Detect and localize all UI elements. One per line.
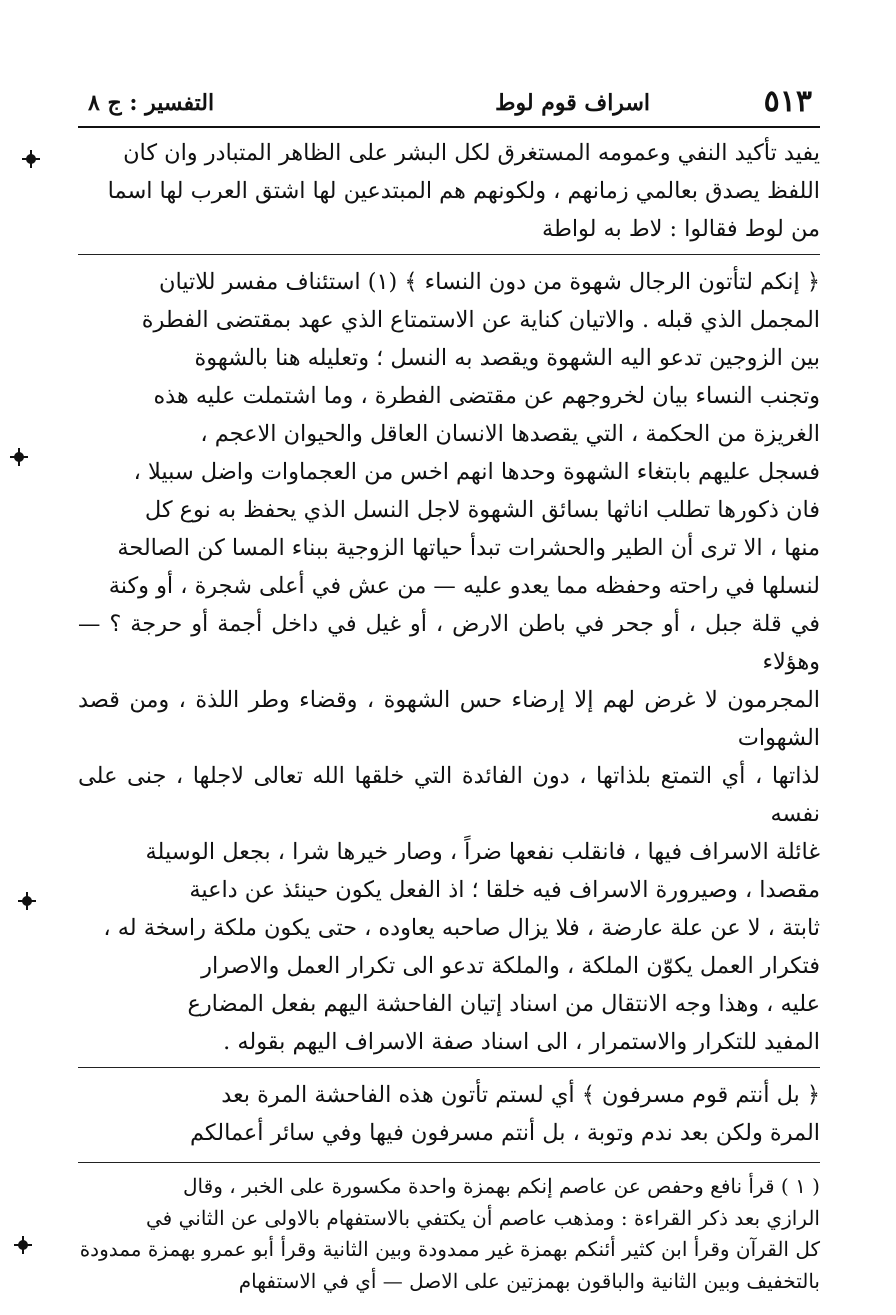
- text-line: في قلة جبل ، أو جحر في باطن الارض ، أو غيل في داخل أجمة أو حرجة ؟ — وهؤلاء: [78, 611, 820, 675]
- margin-mark-icon: [26, 154, 36, 164]
- text-line: المفيد للتكرار والاستمرار ، الى اسناد صفة الاسراف اليهم بقوله .: [223, 1029, 820, 1055]
- text-line: المجمل الذي قبله . والاتيان كناية عن الاستمتاع الذي عهد بمقتضى الفطرة: [141, 307, 820, 333]
- text-line: مقصدا ، وصيرورة الاسراف فيه خلقا ؛ اذ الفعل يكون حينئذ عن داعية: [189, 877, 820, 903]
- section-rule: [78, 254, 820, 255]
- header-rule: [78, 126, 820, 128]
- text-line: عليه ، وهذا وجه الانتقال من اسناد إتيان الفاحشة اليهم بفعل المضارع: [187, 991, 820, 1017]
- footnote-line: ( ١ ) قرأ نافع وحفص عن عاصم إنكم بهمزة واحدة مكسورة على الخبر ، وقال: [183, 1174, 820, 1198]
- text-line: ثابتة ، لا عن علة عارضة ، فلا يزال صاحبه يعاوده ، حتى يكون ملكة راسخة له ،: [103, 915, 820, 941]
- text-line: يفيد تأكيد النفي وعمومه المستغرق لكل البشر على الظاهر المتبادر وان كان: [123, 140, 820, 166]
- book-page: [78, 78, 820, 1297]
- margin-mark-icon: [14, 452, 24, 462]
- footnote: [78, 1171, 820, 1297]
- section-rule: [78, 1067, 820, 1068]
- page-header: [78, 78, 820, 120]
- text-line: بين الزوجين تدعو اليه الشهوة ويقصد به النسل ؛ وتعليله هنا بالشهوة: [194, 345, 820, 371]
- margin-mark-icon: [18, 1240, 28, 1250]
- footnote-line: بالتخفيف وبين الثانية والباقون بهمزتين على الاصل — أي في الاستفهام: [238, 1268, 820, 1293]
- text-line: ﴿ إنكم لتأتون الرجال شهوة من دون النساء ﴾ (١) استئناف مفسر للاتيان: [159, 269, 820, 295]
- footnote-line: كل القرآن وقرأ ابن كثير أئنكم بهمزة غير ممدودة وبين الثانية وقرأ أبو عمرو بهمزة ممدودة: [79, 1237, 820, 1261]
- text-line: المجرمون لا غرض لهم إلا إرضاء حس الشهوة ، وقضاء وطر اللذة ، ومن قصد الشهوات: [78, 687, 820, 751]
- text-line: لذاتها ، أي التمتع بلذاتها ، دون الفائدة التي خلقها الله تعالى لاجلها ، جنى على نفسه: [78, 763, 820, 827]
- text-line: منها ، الا ترى أن الطير والحشرات تبدأ حياتها الزوجية ببناء المسا كن الصالحة: [117, 535, 820, 561]
- text-line: فان ذكورها تطلب اناثها بسائق الشهوة لاجل النسل الذي يحفظ به نوع كل: [144, 497, 820, 523]
- footnote-line: الرازي بعد ذكر القراءة : ومذهب عاصم أن يكتفي بالاستفهام بالاولى عن الثاني في: [146, 1205, 820, 1230]
- page-title: اسراف قوم لوط: [495, 90, 650, 116]
- paragraph-verse-2: [78, 1076, 820, 1152]
- text-line: اللفظ يصدق بعالمي زمانهم ، ولكونهم هم المبتدعين لها اشتق العرب لها اسما: [107, 178, 820, 204]
- paragraph-intro: [78, 134, 820, 248]
- text-line: لنسلها في راحته وحفظه مما يعدو عليه — من عش في أعلى شجرة ، أو وكنة: [108, 573, 820, 599]
- section-label: التفسير : ج ٨: [88, 90, 215, 116]
- text-line: فسجل عليهم بابتغاء الشهوة وحدها انهم اخس من العجماوات واضل سبيلا ،: [133, 459, 820, 485]
- text-line: ﴿ بل أنتم قوم مسرفون ﴾ أي لستم تأتون هذه الفاحشة المرة بعد: [221, 1082, 820, 1108]
- footnote-rule: [78, 1162, 820, 1163]
- page-number: ٥١٣: [763, 84, 812, 119]
- paragraph-verse-1: [78, 263, 820, 1061]
- text-line: فتكرار العمل يكوّن الملكة ، والملكة تدعو الى تكرار العمل والاصرار: [201, 953, 820, 979]
- text-line: المرة ولكن بعد ندم وتوبة ، بل أنتم مسرفون فيها وفي سائر أعمالكم: [190, 1120, 820, 1146]
- text-line: الغريزة من الحكمة ، التي يقصدها الانسان العاقل والحيوان الاعجم ،: [200, 421, 820, 447]
- margin-mark-icon: [22, 896, 32, 906]
- text-line: غائلة الاسراف فيها ، فانقلب نفعها ضراً ، وصار خيرها شرا ، بجعل الوسيلة: [145, 839, 820, 865]
- text-line: وتجنب النساء بيان لخروجهم عن مقتضى الفطرة ، وما اشتملت عليه هذه: [153, 383, 820, 409]
- text-line: من لوط فقالوا : لاط به لواطة: [542, 216, 820, 242]
